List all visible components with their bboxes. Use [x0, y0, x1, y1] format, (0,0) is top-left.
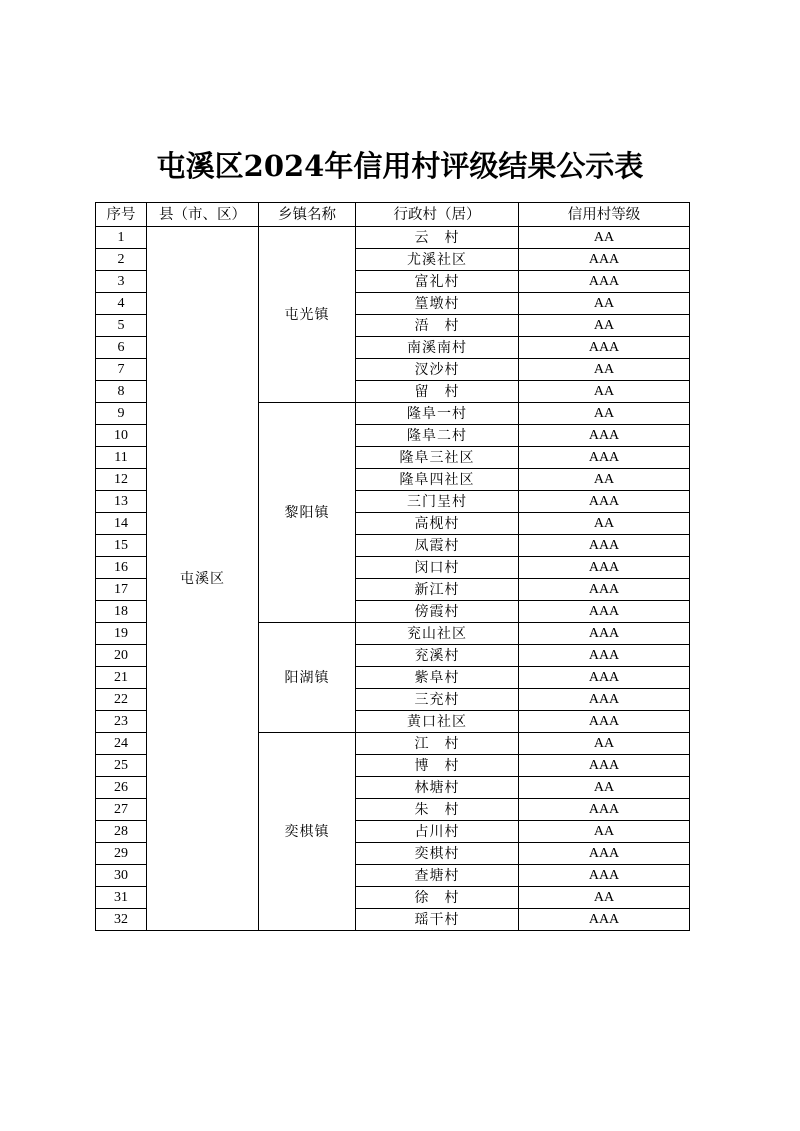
village-name: 留 村: [356, 381, 519, 403]
village-name: 三充村: [356, 689, 519, 711]
village-name: 傍霞村: [356, 601, 519, 623]
village-name: 博 村: [356, 755, 519, 777]
village-name: 兖山社区: [356, 623, 519, 645]
credit-rating: AA: [519, 359, 690, 381]
credit-rating: AAA: [519, 799, 690, 821]
village-name: 新江村: [356, 579, 519, 601]
page-title: 屯溪区2024年信用村评级结果公示表: [156, 149, 644, 183]
table-body: [96, 227, 690, 931]
credit-rating: AAA: [519, 667, 690, 689]
village-name: 富礼村: [356, 271, 519, 293]
village-name: 查塘村: [356, 865, 519, 887]
row-seq: 7: [96, 359, 147, 381]
row-seq: 21: [96, 667, 147, 689]
row-seq: 1: [96, 227, 147, 249]
credit-rating: AAA: [519, 865, 690, 887]
credit-rating: AA: [519, 887, 690, 909]
credit-rating: AAA: [519, 271, 690, 293]
village-name: 瑶干村: [356, 909, 519, 931]
village-name: 浯 村: [356, 315, 519, 337]
credit-rating: AA: [519, 469, 690, 491]
credit-rating: AAA: [519, 755, 690, 777]
row-seq: 14: [96, 513, 147, 535]
row-seq: 29: [96, 843, 147, 865]
credit-rating: AA: [519, 513, 690, 535]
village-name: 隆阜二村: [356, 425, 519, 447]
row-seq: 18: [96, 601, 147, 623]
county-cell: 屯溪区: [147, 227, 259, 931]
credit-rating: AAA: [519, 249, 690, 271]
row-seq: 28: [96, 821, 147, 843]
row-seq: 19: [96, 623, 147, 645]
row-seq: 30: [96, 865, 147, 887]
credit-rating: AA: [519, 821, 690, 843]
village-name: 尤溪社区: [356, 249, 519, 271]
credit-rating: AA: [519, 403, 690, 425]
credit-rating: AAA: [519, 557, 690, 579]
town-cell: 黎阳镇: [259, 403, 356, 623]
credit-rating: AAA: [519, 645, 690, 667]
village-name: 高枧村: [356, 513, 519, 535]
village-name: 篁墩村: [356, 293, 519, 315]
row-seq: 6: [96, 337, 147, 359]
row-seq: 26: [96, 777, 147, 799]
row-seq: 31: [96, 887, 147, 909]
village-name: 汊沙村: [356, 359, 519, 381]
row-seq: 25: [96, 755, 147, 777]
row-seq: 15: [96, 535, 147, 557]
row-seq: 12: [96, 469, 147, 491]
row-seq: 17: [96, 579, 147, 601]
credit-rating: AA: [519, 293, 690, 315]
village-name: 紫阜村: [356, 667, 519, 689]
credit-rating: AAA: [519, 909, 690, 931]
header-town: 乡镇名称: [259, 203, 356, 227]
town-cell: 阳湖镇: [259, 623, 356, 733]
village-name: 隆阜三社区: [356, 447, 519, 469]
table-row: [96, 227, 690, 249]
row-seq: 20: [96, 645, 147, 667]
row-seq: 23: [96, 711, 147, 733]
row-seq: 11: [96, 447, 147, 469]
row-seq: 16: [96, 557, 147, 579]
header-county: 县（市、区）: [147, 203, 259, 227]
village-name: 闵口村: [356, 557, 519, 579]
credit-rating: AA: [519, 733, 690, 755]
village-name: 江 村: [356, 733, 519, 755]
row-seq: 27: [96, 799, 147, 821]
row-seq: 8: [96, 381, 147, 403]
village-name: 隆阜四社区: [356, 469, 519, 491]
village-name: 兖溪村: [356, 645, 519, 667]
credit-rating: AAA: [519, 601, 690, 623]
table-header-row: [96, 203, 690, 227]
village-name: 朱 村: [356, 799, 519, 821]
credit-rating: AAA: [519, 491, 690, 513]
credit-rating: AA: [519, 315, 690, 337]
credit-rating: AAA: [519, 337, 690, 359]
town-cell: 屯光镇: [259, 227, 356, 403]
village-name: 林塘村: [356, 777, 519, 799]
village-name: 凤霞村: [356, 535, 519, 557]
row-seq: 22: [96, 689, 147, 711]
credit-rating: AA: [519, 777, 690, 799]
credit-rating: AA: [519, 381, 690, 403]
credit-rating: AAA: [519, 623, 690, 645]
credit-rating: AAA: [519, 535, 690, 557]
village-name: 云 村: [356, 227, 519, 249]
village-name: 三门呈村: [356, 491, 519, 513]
header-rating: 信用村等级: [519, 203, 690, 227]
credit-rating: AAA: [519, 843, 690, 865]
row-seq: 13: [96, 491, 147, 513]
village-name: 徐 村: [356, 887, 519, 909]
row-seq: 32: [96, 909, 147, 931]
row-seq: 9: [96, 403, 147, 425]
row-seq: 2: [96, 249, 147, 271]
village-name: 奕棋村: [356, 843, 519, 865]
village-name: 隆阜一村: [356, 403, 519, 425]
credit-rating: AAA: [519, 579, 690, 601]
row-seq: 10: [96, 425, 147, 447]
village-name: 南溪南村: [356, 337, 519, 359]
row-seq: 3: [96, 271, 147, 293]
row-seq: 24: [96, 733, 147, 755]
village-name: 黄口社区: [356, 711, 519, 733]
row-seq: 4: [96, 293, 147, 315]
credit-rating: AAA: [519, 711, 690, 733]
header-village: 行政村（居）: [356, 203, 519, 227]
credit-rating-table: [95, 202, 690, 931]
credit-rating: AA: [519, 227, 690, 249]
credit-rating: AAA: [519, 447, 690, 469]
credit-rating: AAA: [519, 425, 690, 447]
town-cell: 奕棋镇: [259, 733, 356, 931]
row-seq: 5: [96, 315, 147, 337]
credit-rating: AAA: [519, 689, 690, 711]
header-seq: 序号: [96, 203, 147, 227]
village-name: 占川村: [356, 821, 519, 843]
